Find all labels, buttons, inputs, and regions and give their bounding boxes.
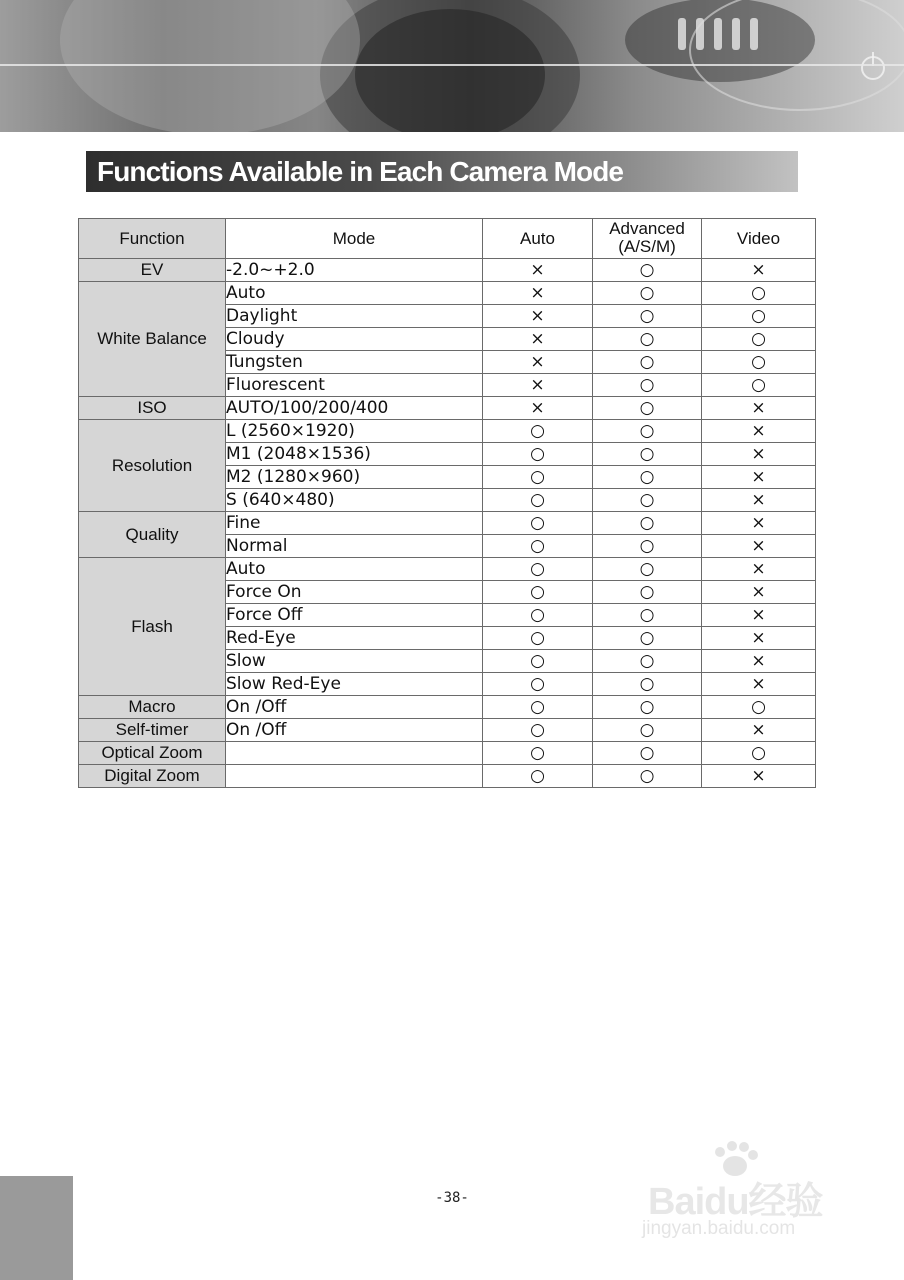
mode-cell: On /Off — [226, 719, 483, 742]
video-cell: × — [702, 558, 816, 581]
mode-cell: Daylight — [226, 305, 483, 328]
advanced-cell: ○ — [593, 742, 702, 765]
mode-cell — [226, 765, 483, 788]
function-cell: White Balance — [79, 282, 226, 397]
auto-cell: ○ — [483, 512, 593, 535]
video-cell: ○ — [702, 374, 816, 397]
video-cell: × — [702, 397, 816, 420]
video-cell: × — [702, 489, 816, 512]
watermark — [640, 1140, 860, 1250]
table-row — [79, 742, 816, 765]
advanced-cell: ○ — [593, 719, 702, 742]
mode-cell: Normal — [226, 535, 483, 558]
auto-cell: ○ — [483, 650, 593, 673]
banner-divider — [0, 64, 904, 66]
auto-cell: ○ — [483, 742, 593, 765]
advanced-cell: ○ — [593, 328, 702, 351]
camera-photo-image — [0, 0, 904, 132]
table-row — [79, 420, 816, 443]
auto-cell: ○ — [483, 443, 593, 466]
mode-cell: Force On — [226, 581, 483, 604]
advanced-cell: ○ — [593, 374, 702, 397]
table-row — [79, 719, 816, 742]
advanced-cell: ○ — [593, 443, 702, 466]
advanced-cell: ○ — [593, 489, 702, 512]
advanced-cell: ○ — [593, 650, 702, 673]
function-cell: Self-timer — [79, 719, 226, 742]
side-tab — [0, 1176, 73, 1280]
auto-cell: × — [483, 305, 593, 328]
mode-cell: On /Off — [226, 696, 483, 719]
video-cell: × — [702, 443, 816, 466]
header-advanced — [593, 219, 702, 259]
advanced-cell: ○ — [593, 420, 702, 443]
auto-cell: × — [483, 351, 593, 374]
function-cell: Optical Zoom — [79, 742, 226, 765]
header-function: Function — [79, 219, 226, 259]
table-body — [79, 259, 816, 788]
mode-cell: M1 (2048×1536) — [226, 443, 483, 466]
video-cell: ○ — [702, 742, 816, 765]
advanced-cell: ○ — [593, 673, 702, 696]
mode-cell: M2 (1280×960) — [226, 466, 483, 489]
advanced-cell: ○ — [593, 282, 702, 305]
auto-cell: ○ — [483, 719, 593, 742]
page-number: -38- — [435, 1190, 469, 1206]
advanced-cell: ○ — [593, 581, 702, 604]
function-cell: Resolution — [79, 420, 226, 512]
auto-cell: × — [483, 374, 593, 397]
video-cell: × — [702, 466, 816, 489]
mode-cell: Cloudy — [226, 328, 483, 351]
auto-cell: ○ — [483, 466, 593, 489]
mode-cell: Slow — [226, 650, 483, 673]
watermark-url: jingyan.baidu.com — [642, 1218, 796, 1239]
advanced-cell: ○ — [593, 351, 702, 374]
advanced-cell: ○ — [593, 305, 702, 328]
advanced-cell: ○ — [593, 627, 702, 650]
header-banner — [0, 0, 904, 132]
advanced-cell: ○ — [593, 558, 702, 581]
watermark-logo: Baidu经验 — [648, 1181, 823, 1223]
auto-cell: ○ — [483, 535, 593, 558]
mode-cell: Slow Red-Eye — [226, 673, 483, 696]
page-title: Functions Available in Each Camera Mode — [97, 156, 624, 187]
mode-cell: L (2560×1920) — [226, 420, 483, 443]
auto-cell: ○ — [483, 604, 593, 627]
header-mode: Mode — [226, 219, 483, 259]
mode-cell: Tungsten — [226, 351, 483, 374]
functions-table — [78, 218, 816, 788]
video-cell: ○ — [702, 328, 816, 351]
video-cell: ○ — [702, 305, 816, 328]
function-cell: Flash — [79, 558, 226, 696]
auto-cell: × — [483, 282, 593, 305]
auto-cell: ○ — [483, 696, 593, 719]
table-row — [79, 282, 816, 305]
auto-cell: × — [483, 397, 593, 420]
auto-cell: ○ — [483, 489, 593, 512]
video-cell: × — [702, 627, 816, 650]
video-cell: × — [702, 512, 816, 535]
advanced-cell: ○ — [593, 696, 702, 719]
auto-cell: ○ — [483, 765, 593, 788]
auto-cell: ○ — [483, 627, 593, 650]
table-row — [79, 397, 816, 420]
mode-cell: -2.0~+2.0 — [226, 259, 483, 282]
video-cell: × — [702, 535, 816, 558]
table-row — [79, 765, 816, 788]
table-row — [79, 259, 816, 282]
title-bar — [86, 151, 798, 192]
video-cell: ○ — [702, 696, 816, 719]
advanced-cell: ○ — [593, 512, 702, 535]
function-cell: Quality — [79, 512, 226, 558]
advanced-cell: ○ — [593, 259, 702, 282]
mode-cell: Red-Eye — [226, 627, 483, 650]
advanced-cell: ○ — [593, 765, 702, 788]
mode-cell: Auto — [226, 282, 483, 305]
mode-cell — [226, 742, 483, 765]
auto-cell: ○ — [483, 558, 593, 581]
header-advanced-line2: (A/S/M) — [618, 236, 676, 256]
mode-cell: S (640×480) — [226, 489, 483, 512]
mode-cell: Force Off — [226, 604, 483, 627]
header-video: Video — [702, 219, 816, 259]
advanced-cell: ○ — [593, 535, 702, 558]
table-row — [79, 558, 816, 581]
function-cell: EV — [79, 259, 226, 282]
video-cell: × — [702, 259, 816, 282]
mode-cell: Fine — [226, 512, 483, 535]
auto-cell: ○ — [483, 581, 593, 604]
advanced-cell: ○ — [593, 466, 702, 489]
auto-cell: ○ — [483, 420, 593, 443]
video-cell: × — [702, 673, 816, 696]
advanced-cell: ○ — [593, 604, 702, 627]
function-cell: Macro — [79, 696, 226, 719]
mode-cell: AUTO/100/200/400 — [226, 397, 483, 420]
video-cell: × — [702, 604, 816, 627]
video-cell: × — [702, 765, 816, 788]
auto-cell: × — [483, 259, 593, 282]
advanced-cell: ○ — [593, 397, 702, 420]
auto-cell: ○ — [483, 673, 593, 696]
function-cell: ISO — [79, 397, 226, 420]
video-cell: × — [702, 581, 816, 604]
table-header-row — [79, 219, 816, 259]
video-cell: ○ — [702, 351, 816, 374]
video-cell: × — [702, 719, 816, 742]
table-row — [79, 696, 816, 719]
auto-cell: × — [483, 328, 593, 351]
video-cell: × — [702, 420, 816, 443]
video-cell: ○ — [702, 282, 816, 305]
mode-cell: Auto — [226, 558, 483, 581]
video-cell: × — [702, 650, 816, 673]
header-auto: Auto — [483, 219, 593, 259]
table-row — [79, 512, 816, 535]
function-cell: Digital Zoom — [79, 765, 226, 788]
header-advanced-line1: Advanced — [609, 218, 685, 238]
mode-cell: Fluorescent — [226, 374, 483, 397]
